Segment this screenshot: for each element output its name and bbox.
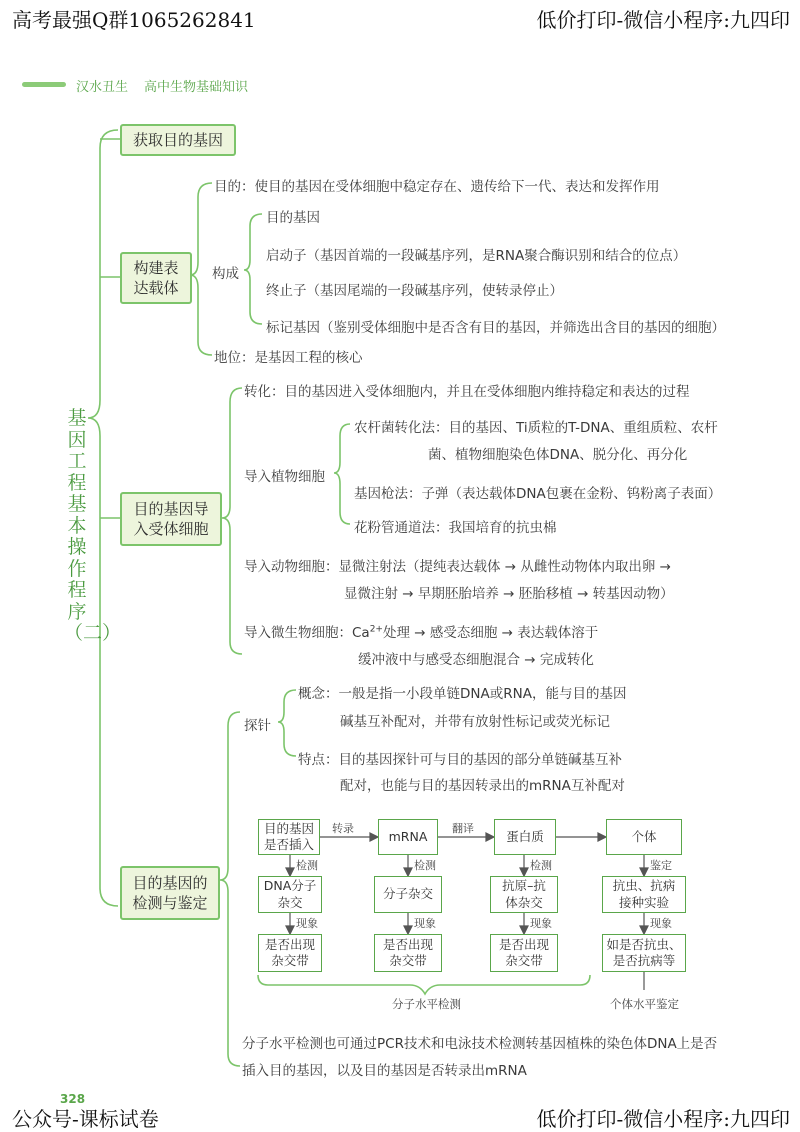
flow-box-result-1: 是否出现 杂交带 xyxy=(258,934,322,972)
header-author: 汉水丑生 xyxy=(76,80,129,95)
arrow-label-detect-2: 检测 xyxy=(414,859,436,872)
probe-feature-line1: 特点：目的基因探针可与目的基因的部分单链碱基互补 xyxy=(298,752,622,768)
flow-box-antigen-antibody: 抗原–抗 体杂交 xyxy=(490,876,558,913)
probe-concept-line1: 概念：一般是指一小段单链DNA或RNA，能与目的基因 xyxy=(298,686,627,702)
arrow-label-detect-3: 检测 xyxy=(530,859,552,872)
component-promoter: 启动子（基因首端的一段碱基序列，是RNA聚合酶识别和结合的位点） xyxy=(266,248,687,264)
plant-cell-label: 导入植物细胞 xyxy=(244,469,325,485)
animal-cell-line2: 显微注射 → 早期胚胎培养 → 胚胎移植 → 转基因动物） xyxy=(344,586,674,602)
flow-box-result-4: 如是否抗虫、 是否抗病等 xyxy=(602,934,686,972)
detection-note-line1: 分子水平检测也可通过PCR技术和电泳技术检测转基因植株的染色体DNA上是否 xyxy=(242,1036,718,1052)
probe-feature-line2: 配对，也能与目的基因转录出的mRNA互补配对 xyxy=(340,778,625,794)
transformation-definition: 转化：目的基因进入受体细胞内，并且在受体细胞内维持稳定和表达的过程 xyxy=(244,384,690,400)
watermark-top-right: 低价打印-微信小程序:九四印 xyxy=(536,8,790,32)
microbe-prefix: 导入微生物细胞：Ca xyxy=(244,625,370,641)
flow-box-gene-inserted: 目的基因 是否插入 xyxy=(258,819,320,855)
component-terminator: 终止子（基因尾端的一段碱基序列，使转录停止） xyxy=(266,283,563,299)
watermark-bottom-left: 公众号-课标试卷 xyxy=(12,1107,159,1131)
arrow-label-transcription: 转录 xyxy=(332,822,354,835)
molecular-level-label: 分子水平检测 xyxy=(392,997,461,1011)
flow-box-dna-hybridization: DNA分子 杂交 xyxy=(258,876,322,913)
component-marker-gene: 标记基因（鉴别受体细胞中是否含有目的基因，并筛选出含目的基因的细胞） xyxy=(266,320,725,336)
microbe-suffix: 处理 → 感受态细胞 → 表达载体溶于 xyxy=(382,625,599,641)
microbe-cell-line2: 缓冲液中与感受态细胞混合 → 完成转化 xyxy=(358,652,594,668)
section-build-vector: 构建表达载体 xyxy=(120,252,192,304)
probe-label: 探针 xyxy=(244,718,271,734)
agrobacterium-method-line2: 菌、植物细胞染色体DNA、脱分化、再分化 xyxy=(428,447,688,463)
arrow-label-detect-1: 检测 xyxy=(296,859,318,872)
calcium-charge: 2+ xyxy=(369,624,383,635)
section-detection: 目的基因的检测与鉴定 xyxy=(120,866,220,920)
animal-cell-line1: 导入动物细胞：显微注射法（提纯表达载体 → 从雌性动物体内取出卵 → xyxy=(244,559,671,575)
agrobacterium-method-line1: 农杆菌转化法：目的基因、Ti质粒的T-DNA、重组质粒、农杆 xyxy=(354,420,718,436)
arrow-label-phenomenon-2: 现象 xyxy=(414,917,436,930)
flow-box-molecular-hybridization: 分子杂交 xyxy=(374,876,442,913)
flow-box-mrna: mRNA xyxy=(378,819,438,855)
section-introduce-gene: 目的基因导入受体细胞 xyxy=(120,492,222,546)
header-subject: 高中生物基础知识 xyxy=(144,80,249,95)
main-title: 基因工程基本操作程序（二） xyxy=(64,407,122,644)
page-number: 328 xyxy=(60,1092,86,1106)
watermark-top-left: 高考最强Q群1065262841 xyxy=(12,8,256,32)
flow-box-inoculation-test: 抗虫、抗病 接种实验 xyxy=(602,876,686,913)
flow-box-result-3: 是否出现 杂交带 xyxy=(490,934,558,972)
arrow-label-phenomenon-4: 现象 xyxy=(650,917,672,930)
section-obtain-gene: 获取目的基因 xyxy=(120,124,236,156)
microbe-cell-line1 xyxy=(244,621,598,641)
arrow-label-phenomenon-1: 现象 xyxy=(296,917,318,930)
vector-status: 地位：是基因工程的核心 xyxy=(214,350,363,366)
flow-box-individual: 个体 xyxy=(606,819,682,855)
detection-note-line2: 插入目的基因，以及目的基因是否转录出mRNA xyxy=(242,1063,527,1079)
component-target-gene: 目的基因 xyxy=(266,210,320,226)
gene-gun-method: 基因枪法：子弹（表达载体DNA包裹在金粉、钨粉离子表面） xyxy=(354,486,722,502)
vector-purpose: 目的：使目的基因在受体细胞中稳定存在、遗传给下一代、表达和发挥作用 xyxy=(214,179,660,195)
individual-level-label: 个体水平鉴定 xyxy=(610,997,679,1011)
arrow-label-phenomenon-3: 现象 xyxy=(530,917,552,930)
composition-label: 构成 xyxy=(212,266,239,282)
watermark-bottom-right: 低价打印-微信小程序:九四印 xyxy=(536,1107,790,1131)
arrow-label-identify: 鉴定 xyxy=(650,859,672,872)
flow-box-protein: 蛋白质 xyxy=(494,819,556,855)
arrow-label-translation: 翻译 xyxy=(452,822,474,835)
flow-box-result-2: 是否出现 杂交带 xyxy=(374,934,442,972)
pollen-tube-method: 花粉管通道法：我国培育的抗虫棉 xyxy=(354,520,557,536)
probe-concept-line2: 碱基互补配对，并带有放射性标记或荧光标记 xyxy=(340,714,610,730)
